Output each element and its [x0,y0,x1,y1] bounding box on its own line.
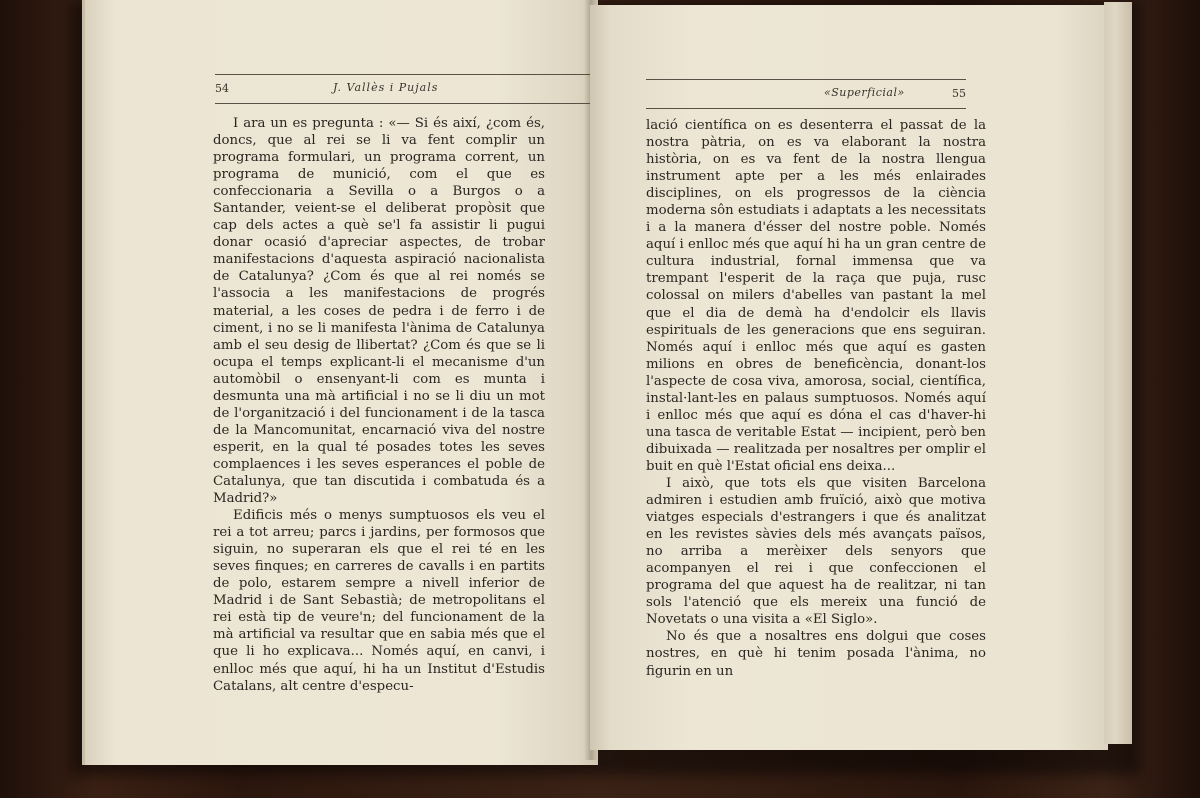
left-paragraph-1: I ara un es pregunta : «— Si és així, ¿com és, doncs, que al rei se li va fent complir un programa formulari, un programa corrent, un programa de munició, com el que es confeccionaria a Sevilla o a Burgos o a Santander, veient-se el deliberat propòsit que cap dels actes a què se'l fa assistir li pugui donar ocasió d'apreciar aspectes, de trobar manifestacions d'aquesta aspiració nacionalista de Catalunya? ¿Com és que al rei només se l'associa a les manifestacions de progrés material, a les coses de pedra i de ferro i de ciment, i no se li manifesta l'ànima de Catalunya amb el seu desig de llibertat? ¿Com és que se li ocupa el temps explicant-li el mecanisme d'un automòbil o ensenyant-li com es munta i desmunta una mà artificial i no se li diu un mot de l'organització i del funcionament i de la tasca de la Mancomunitat, encarnació viva del nostre esperit, en la qual té posades totes les seves complaences i les seves esperances el poble de Catalunya, que tan discutida i combatuda és a Madrid?» [213,116,545,507]
right-running-title: «Superficial» [824,86,905,99]
right-page [590,5,1108,750]
right-paragraph-3: No és que a nosaltres ens dolgui que coses nostres, en què hi tenim posada l'ànima, no figurin en un [646,629,986,679]
left-page [82,0,598,765]
right-page-body [646,117,986,680]
left-page-number: 54 [215,82,229,95]
left-running-title: J. Vallès i Pujals [333,81,439,94]
left-paragraph-2: Edificis més o menys sumptuosos els veu el rei a tot arreu; parcs i jardins, per formosos que siguin, no superaran els que el rei té en les seves finques; en carreres de cavalls i en partits de polo, estarem sempre a nivell inferior de Madrid i de Sant Sebastià; de metropolitans el rei està tip de veure'n; del funcionament de la mà artificial va resultar que en sabia més que el que li ho explicava... Només aquí, en canvi, i enlloc més que aquí, hi ha un Institut d'Estudis Catalans, alt centre d'especu- [213,508,545,694]
right-paragraph-1: lació científica on es desenterra el passat de la nostra pàtria, on es va elaborant la nostra història, on es va fent de la nostra llengua instrument apte per a les més enlairades disciplines, on els progressos de la ciència moderna sôn estudiats i adaptats a les necessitats i a la manera d'ésser del nostre poble. Només aquí i enlloc més que aquí hi ha un gran centre de cultura industrial, fornal immensa que va trempant l'esperit de la raça que puja, rusc colossal on milers d'abelles van pastant la mel que el dia de demà ha d'endolcir els llavis espirituals de les generacions que ens seguiran. Només aquí i enlloc més que aquí es gasten milions en obres de beneficència, donant-los l'aspecte de cosa viva, amorosa, social, científica, instal·lant-les en palaus sumptuosos. Només aquí i enlloc més que aquí es dóna el cas d'haver-hi una tasca de veritable Estat — incipient, però ben dibuixada — realitzada per nosaltres per omplir el buit en què l'Estat oficial ens deixa... [646,118,986,474]
left-page-header [215,74,621,104]
left-page-body [213,115,545,695]
page-stack-edge [1104,2,1132,744]
right-page-number: 55 [952,87,966,100]
right-paragraph-2: I això, que tots els que visiten Barcelona admiren i estudien amb fruïció, això que motiva viatges especials d'estrangers i que és analitzat en les revistes sàvies dels més avançats països, no arriba a merèixer dels senyors que acompanyen el rei i que confeccionen el programa del que aquest ha de realitzar, ni tan sols l'atenció que els mereix una funció de Novetats o una visita a «El Siglo». [646,475,986,628]
right-page-header [646,79,966,109]
